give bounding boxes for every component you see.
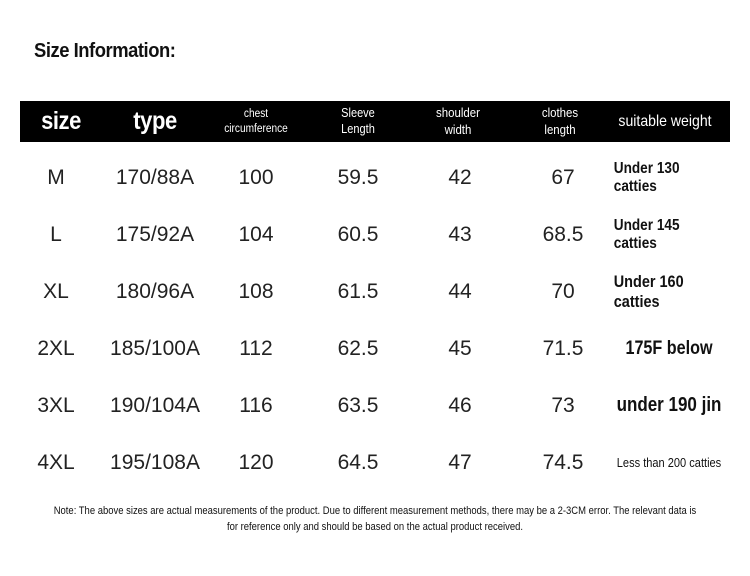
cell-sleeve: 62.5	[337, 336, 379, 360]
cell-weight: Under 145 catties	[613, 216, 680, 252]
header-size: size	[41, 106, 81, 135]
cell-shoulder: 42	[448, 165, 472, 189]
cell-type: 185/100A	[110, 336, 200, 360]
cell-chest: 104	[238, 222, 274, 246]
cell-chest: 108	[238, 279, 274, 303]
cell-size: XL	[43, 279, 69, 303]
cell-weight: Under 160 catties	[613, 271, 684, 311]
cell-size: 3XL	[37, 393, 75, 417]
cell-type: 170/88A	[115, 165, 195, 189]
header-sleeve	[310, 101, 405, 142]
cell-weight: Less than 200 catties	[616, 455, 722, 470]
cell-chest: 116	[239, 393, 273, 417]
cell-size: L	[50, 222, 62, 246]
header-shoulder-line1: shoulder	[436, 105, 480, 121]
table-row	[20, 320, 730, 377]
cell-sleeve: 60.5	[337, 222, 379, 246]
cell-chest: 120	[238, 450, 274, 474]
cell-shoulder: 45	[448, 336, 472, 360]
cell-type: 175/92A	[115, 222, 195, 246]
table-row	[20, 263, 730, 320]
cell-sleeve: 61.5	[337, 279, 379, 303]
cell-chest: 100	[238, 165, 274, 189]
cell-clothes: 71.5	[542, 336, 584, 360]
cell-clothes: 68.5	[542, 222, 584, 246]
header-chest	[214, 101, 298, 142]
cell-size: M	[47, 165, 65, 189]
cell-shoulder: 46	[448, 393, 472, 417]
header-clothes	[511, 101, 610, 142]
cell-shoulder: 47	[448, 450, 472, 474]
header-sleeve-line2: Length	[341, 121, 375, 136]
cell-sleeve: 59.5	[337, 165, 379, 189]
footnote: Note: The above sizes are actual measurements of the product. Due to different measurement methods, there may be a 2-3CM error. The relevant data is for reference only and should be based on the actual product received.	[53, 505, 697, 533]
cell-weight: under 190 jin	[616, 394, 722, 416]
cell-weight: 175F below	[625, 337, 713, 359]
header-type: type	[133, 106, 177, 135]
cell-sleeve: 64.5	[337, 450, 379, 474]
cell-weight: Under 130 catties	[613, 159, 680, 195]
header-chest-line1: chest	[243, 108, 269, 121]
table-header	[20, 101, 730, 142]
cell-chest: 112	[239, 336, 273, 360]
table-row	[20, 149, 730, 206]
table-row	[20, 206, 730, 263]
cell-clothes: 74.5	[542, 450, 584, 474]
cell-type: 180/96A	[115, 279, 195, 303]
cell-type: 190/104A	[110, 393, 200, 417]
header-sleeve-line1: Sleeve	[341, 105, 375, 120]
cell-size: 2XL	[37, 336, 75, 360]
header-chest-line2: circumference	[224, 122, 288, 135]
page-title: Size Information:	[34, 40, 176, 62]
header-shoulder-line2: width	[444, 121, 472, 137]
cell-clothes: 73	[551, 393, 575, 417]
table-row	[20, 377, 730, 434]
header-weight: suitable weight	[618, 112, 712, 130]
cell-size: 4XL	[37, 450, 75, 474]
cell-clothes: 70	[551, 279, 575, 303]
table-row	[20, 434, 730, 491]
header-shoulder	[418, 101, 499, 142]
header-clothes-line2: length	[544, 121, 576, 137]
cell-clothes: 67	[551, 165, 575, 189]
header-clothes-line1: clothes	[541, 105, 579, 121]
cell-shoulder: 43	[448, 222, 472, 246]
cell-shoulder: 44	[448, 279, 472, 303]
cell-type: 195/108A	[110, 450, 200, 474]
cell-sleeve: 63.5	[337, 393, 379, 417]
